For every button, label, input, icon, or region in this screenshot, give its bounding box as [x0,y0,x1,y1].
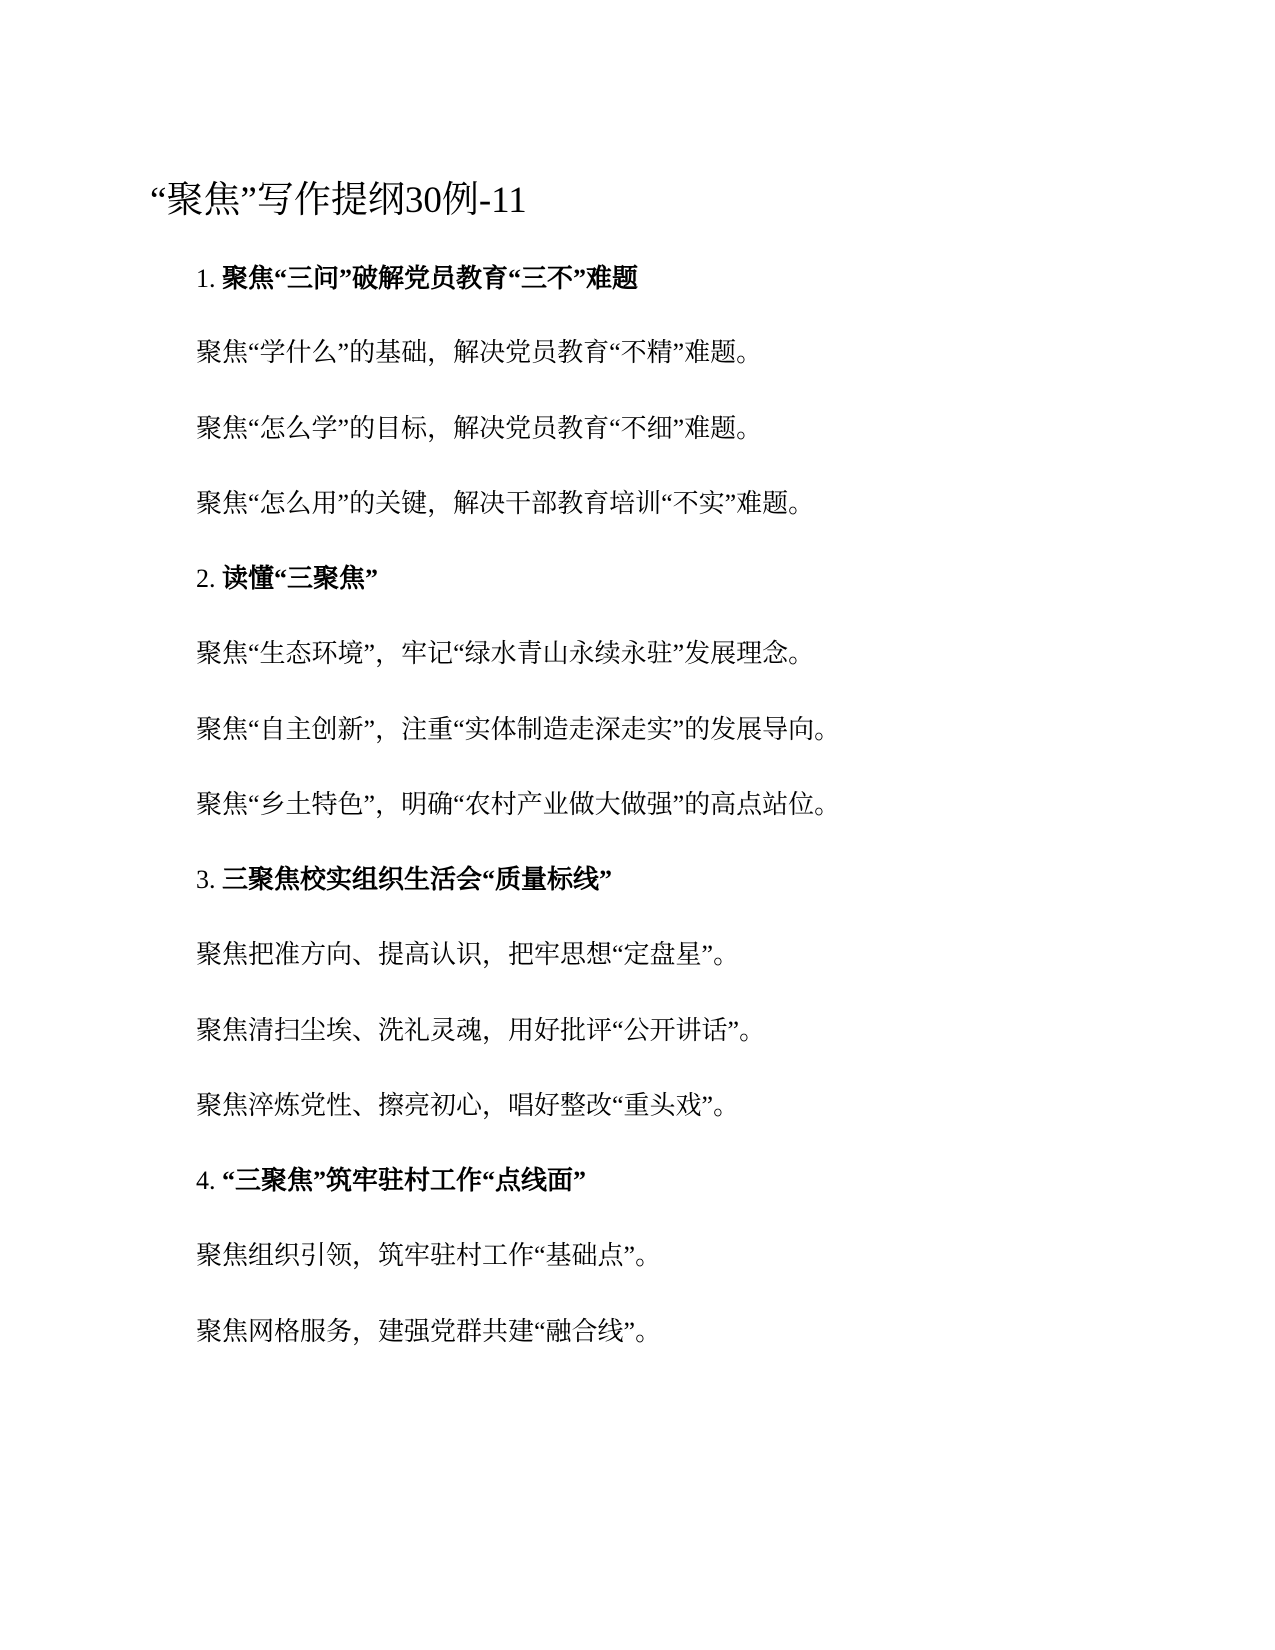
section-number: 1. [196,264,216,293]
section-heading-1 [196,262,638,296]
section-heading-text: 读懂“三聚焦” [222,564,379,593]
paragraph: 聚焦把准方向、提高认识，把牢思想“定盘星”。 [196,940,740,969]
paragraph: 聚焦“怎么用”的关键，解决干部教育培训“不实”难题。 [196,489,815,518]
paragraph: 聚焦网格服务，建强党群共建“融合线”。 [196,1317,662,1346]
paragraph: 聚焦“学什么”的基础，解决党员教育“不精”难题。 [196,338,763,367]
paragraph: 聚焦“乡土特色”，明确“农村产业做大做强”的高点站位。 [196,790,841,819]
paragraph: 聚焦组织引领，筑牢驻村工作“基础点”。 [196,1241,662,1270]
document-title: “聚焦”写作提纲30例-11 [150,180,527,221]
paragraph: 聚焦“怎么学”的目标，解决党员教育“不细”难题。 [196,414,763,443]
section-number: 4. [196,1166,216,1195]
section-heading-text: “三聚焦”筑牢驻村工作“点线面” [222,1166,587,1195]
section-heading-4 [196,1164,586,1198]
section-number: 2. [196,564,216,593]
section-number: 3. [196,865,216,894]
section-heading-text: 聚焦“三问”破解党员教育“三不”难题 [222,264,639,293]
paragraph: 聚焦清扫尘埃、洗礼灵魂，用好批评“公开讲话”。 [196,1016,766,1045]
paragraph: 聚焦“生态环境”，牢记“绿水青山永续永驻”发展理念。 [196,639,815,668]
section-heading-text: 三聚焦校实组织生活会“质量标线” [222,865,613,894]
paragraph: 聚焦淬炼党性、擦亮初心，唱好整改“重头戏”。 [196,1091,740,1120]
section-heading-2 [196,562,378,596]
section-heading-3 [196,863,612,897]
paragraph: 聚焦“自主创新”，注重“实体制造走深走实”的发展导向。 [196,715,841,744]
